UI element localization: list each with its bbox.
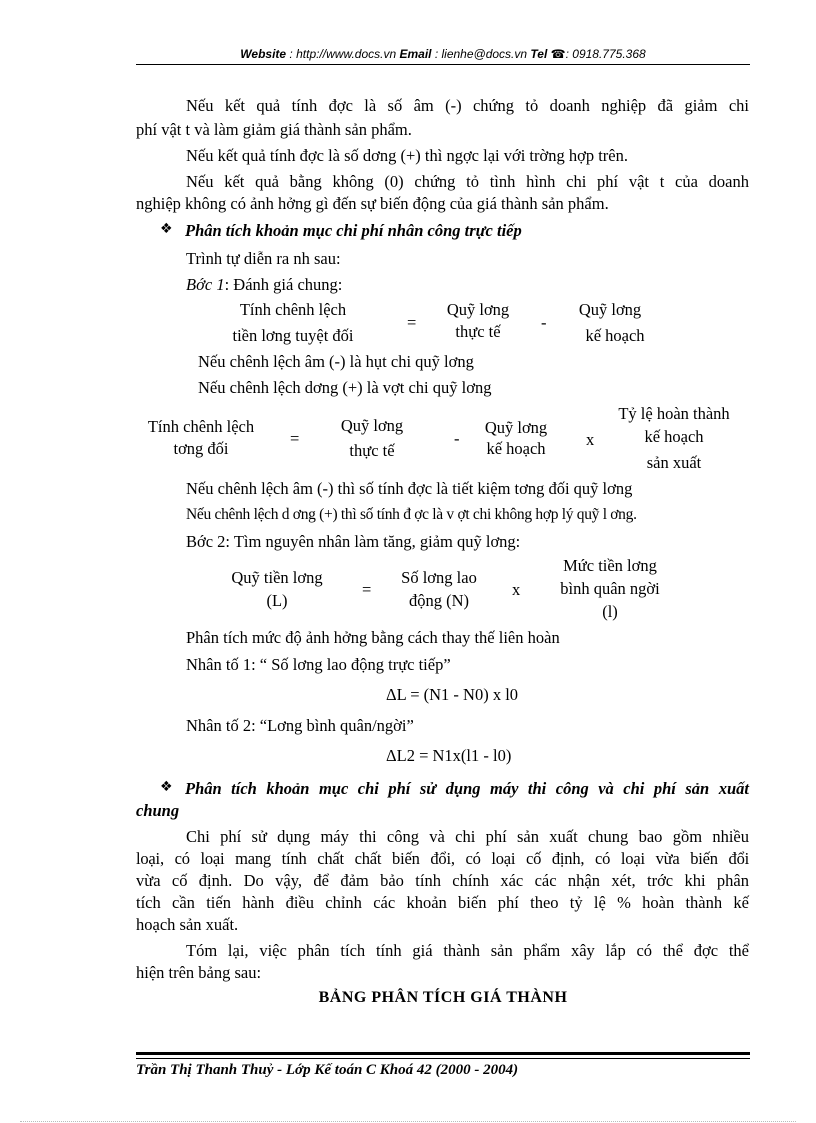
phone-icon: ☎ bbox=[550, 47, 566, 61]
para-11: Nhân tố 1: “ Số lơng lao động trực tiếp” bbox=[186, 655, 451, 674]
para-7: Nếu chênh lệch âm (-) thì số tính đợc là tiết kiệm tơng đối quỹ lơng bbox=[186, 479, 633, 498]
f1-b-line-2: kế hoạch bbox=[585, 326, 645, 345]
f2-c-line-1: Tỷ lệ hoàn thành bbox=[618, 404, 730, 423]
f2-a-line-2: thực tế bbox=[349, 441, 395, 460]
f3-times: x bbox=[512, 580, 521, 599]
step-1 bbox=[186, 275, 342, 295]
para-6: Nếu chênh lệch dơng (+) là vợt chi quỹ lơng bbox=[198, 378, 492, 397]
f2-left-line-1: Tính chênh lệch bbox=[147, 417, 255, 436]
para-2: Nếu kết quả tính đợc là số dơng (+) thì ngợc lại với trờng hợp trên. bbox=[186, 146, 628, 165]
f1-equals: = bbox=[407, 313, 417, 332]
f1-a-line-1: Quỹ lơng bbox=[446, 300, 510, 319]
f3-b-line-2: bình quân ngời bbox=[560, 579, 660, 598]
f2-b-line-2: kế hoạch bbox=[486, 439, 546, 458]
para-12: Nhân tố 2: “Lơng bình quân/ngời” bbox=[186, 716, 414, 735]
f3-left-line-2: (L) bbox=[266, 591, 288, 610]
f2-left-line-2: tơng đối bbox=[173, 439, 229, 458]
para-3-line-2: nghiệp không có ảnh hởng gì đến sự biến động của giá thành sản phẩm. bbox=[136, 194, 609, 213]
page-header bbox=[136, 47, 750, 61]
para-9: Bớc 2: Tìm nguyên nhân làm tăng, giảm quỹ lơng: bbox=[186, 532, 521, 551]
f2-equals: = bbox=[290, 429, 300, 448]
para-8: Nếu chênh lệch d ơng (+) thì số tính đ ợc là v ợt chi không hợp lý quỹ l ơng. bbox=[186, 506, 637, 523]
heading-machine-cost-line-2: chung bbox=[136, 801, 180, 820]
f1-a-line-2: thực tế bbox=[455, 322, 501, 341]
para-14-line-2: hiện trên bảng sau: bbox=[136, 963, 262, 982]
f3-b-line-1: Mức tiền lơng bbox=[563, 556, 657, 575]
f2-times: x bbox=[586, 430, 595, 449]
header-rule bbox=[136, 64, 750, 65]
equation-2: ΔL2 = N1x(l1 - l0) bbox=[386, 746, 512, 765]
para-3-line-1: Nếu kết quả bằng không (0) chứng tỏ tình hình chi phí vật t của doanh bbox=[186, 172, 749, 191]
para-13-line-2: loại, có loại mang tính chất chất biến đổi, có loại cố định, có loại vừa biến đổi bbox=[136, 849, 749, 868]
f3-left-line-1: Quỹ tiền lơng bbox=[231, 568, 323, 587]
para-1-line-2: phí vật t và làm giảm giá thành sản phẩm. bbox=[136, 120, 412, 139]
f3-equals: = bbox=[362, 580, 372, 599]
step-1-label: Bớc 1 bbox=[186, 275, 225, 294]
para-13-line-4: tích cần tiến hành điều chỉnh các khoản biến phí theo tỷ lệ % hoàn thành kế bbox=[136, 893, 749, 912]
f1-left-line-1: Tính chênh lệch bbox=[239, 300, 347, 319]
email-value: : lienhe@docs.vn bbox=[431, 47, 531, 61]
page-bottom-dotted-edge bbox=[20, 1121, 796, 1122]
f3-b-line-3: (l) bbox=[602, 602, 618, 621]
para-13-line-5: hoạch sản xuất. bbox=[136, 915, 239, 934]
step-1-text: : Đánh giá chung: bbox=[224, 275, 343, 294]
table-title: BẢNG PHÂN TÍCH GIÁ THÀNH bbox=[318, 989, 568, 1006]
footer-rule-thin bbox=[136, 1058, 750, 1059]
f1-b-line-1: Quỹ lơng bbox=[578, 300, 642, 319]
f3-a-line-2: động (N) bbox=[408, 591, 470, 610]
f2-c-line-3: sản xuất bbox=[646, 453, 702, 472]
heading-labor-cost: Phân tích khoản mục chi phí nhân công trực tiếp bbox=[185, 221, 522, 240]
page-footer: Trần Thị Thanh Thuỷ - Lớp Kế toán C Khoá 42 (2000 - 2004) bbox=[136, 1062, 519, 1078]
f1-minus: - bbox=[541, 313, 547, 332]
f2-c-line-2: kế hoạch bbox=[644, 427, 704, 446]
para-10: Phân tích mức độ ảnh hởng bằng cách thay thế liên hoàn bbox=[186, 628, 560, 647]
para-4: Trình tự diễn ra nh sau: bbox=[186, 249, 341, 268]
equation-1: ΔL = (N1 - N0) x l0 bbox=[386, 685, 519, 704]
f2-minus: - bbox=[454, 429, 460, 448]
footer-rule-thick bbox=[136, 1052, 750, 1055]
tel-label: Tel bbox=[530, 47, 548, 61]
f1-left-line-2: tiền lơng tuyệt đối bbox=[232, 326, 354, 345]
para-13-line-1: Chi phí sử dụng máy thi công và chi phí sản xuất chung bao gồm nhiều bbox=[186, 827, 749, 846]
f2-a-line-1: Quỹ lơng bbox=[340, 416, 404, 435]
website-label: Website bbox=[240, 47, 287, 61]
para-5: Nếu chênh lệch âm (-) là hụt chi quỹ lơng bbox=[198, 352, 474, 371]
f2-b-line-1: Quỹ lơng bbox=[484, 418, 548, 437]
heading-machine-cost-line-1: Phân tích khoản mục chi phí sử dụng máy thi công và chi phí sản xuất bbox=[185, 779, 749, 798]
website-value: : http://www.docs.vn bbox=[286, 47, 400, 61]
tel-value: : 0918.775.368 bbox=[565, 47, 646, 61]
email-label: Email bbox=[399, 47, 432, 61]
diamond-bullet-icon: ❖ bbox=[160, 779, 173, 795]
para-1-line-1: Nếu kết quả tính đợc là số âm (-) chứng tỏ doanh nghiệp đã giảm chi bbox=[186, 96, 749, 115]
para-13-line-3: vừa cố định. Do vậy, để đảm bảo tính chính xác các nhận xét, trớc khi phân bbox=[136, 871, 749, 890]
para-14-line-1: Tóm lại, việc phân tích tính giá thành sản phẩm xây lắp có thể đợc thể bbox=[186, 941, 749, 960]
f3-a-line-1: Số lơng lao bbox=[401, 568, 477, 587]
diamond-bullet-icon: ❖ bbox=[160, 221, 173, 237]
